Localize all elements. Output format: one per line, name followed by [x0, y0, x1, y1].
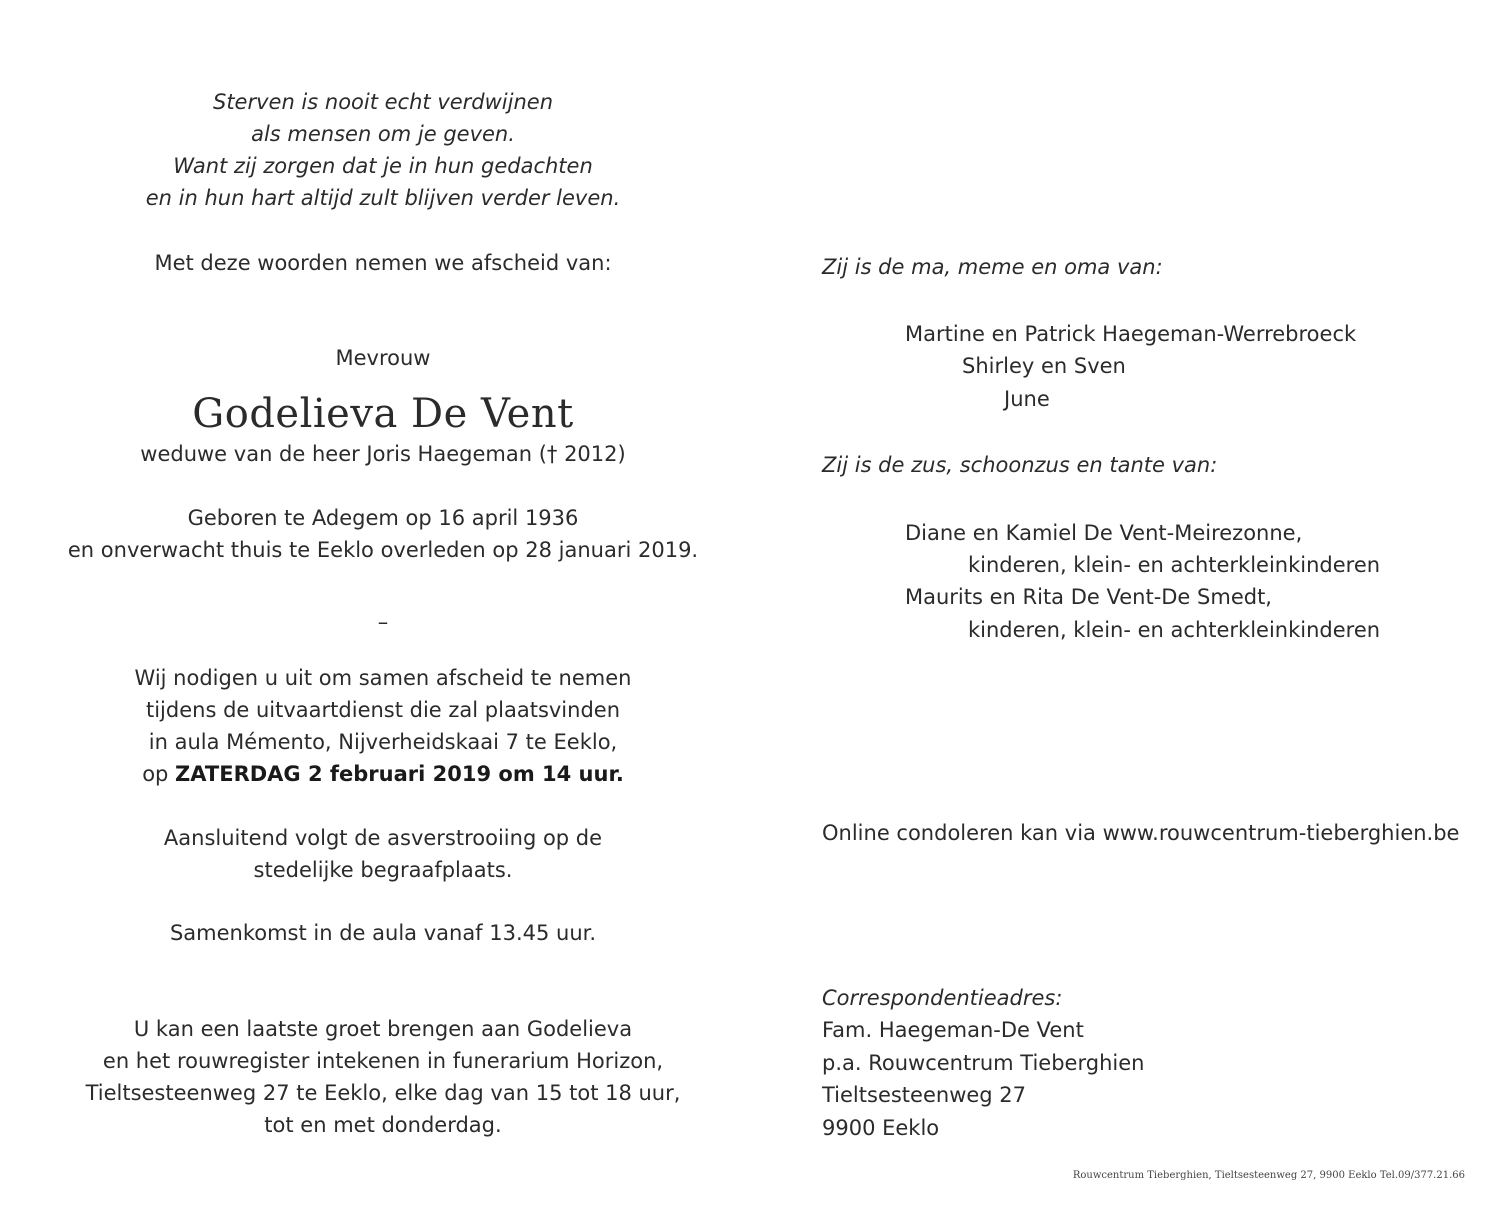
address-heading: Correspondentieadres: [822, 986, 1063, 1010]
intro-text: Met deze woorden nemen we afscheid van: [154, 251, 612, 275]
greeting-line: U kan een laatste groet brengen aan Godelieva [133, 1017, 633, 1041]
family-member: Diane en Kamiel De Vent-Meirezonne, [905, 521, 1303, 545]
greeting-line: tot en met donderdag. [264, 1113, 502, 1137]
family1-heading: Zij is de ma, meme en oma van: [822, 255, 1163, 279]
service-date: ZATERDAG 2 februari 2019 om 14 uur. [175, 762, 624, 786]
address-line: 9900 Eeklo [822, 1116, 940, 1140]
family-member: Maurits en Rita De Vent-De Smedt, [905, 585, 1272, 609]
service-prefix: op [142, 762, 176, 786]
poem-line: Want zij zorgen dat je in hun gedachten [173, 154, 593, 178]
address-line: Tieltsesteenweg 27 [822, 1083, 1027, 1107]
invite-line: tijdens de uitvaartdienst die zal plaatsvinden [145, 698, 621, 722]
invite-line: in aula Mémento, Nijverheidskaai 7 te Eeklo, [148, 730, 618, 754]
footer-imprint: Rouwcentrum Tieberghien, Tieltsesteenweg 27, 9900 Eeklo Tel.09/377.21.66 [1072, 1170, 1465, 1181]
family-member: June [1004, 387, 1050, 411]
greeting-line: Tieltsesteenweg 27 te Eeklo, elke dag van 15 tot 18 uur, [85, 1081, 681, 1105]
service-line [0, 760, 766, 788]
family-member: kinderen, klein- en achterkleinkinderen [968, 553, 1381, 577]
poem-line: Sterven is nooit echt verdwijnen [212, 90, 554, 114]
birth-text: Geboren te Adegem op 16 april 1936 [187, 506, 579, 530]
family-member: kinderen, klein- en achterkleinkinderen [968, 618, 1381, 642]
poem-line: als mensen om je geven. [251, 122, 515, 146]
address-line: p.a. Rouwcentrum Tieberghien [822, 1051, 1145, 1075]
gathering-text: Samenkomst in de aula vanaf 13.45 uur. [169, 921, 597, 945]
family2-heading: Zij is de zus, schoonzus en tante van: [822, 453, 1218, 477]
widow-text: weduwe van de heer Joris Haegeman († 2012) [140, 442, 626, 466]
scattering-line: stedelijke begraafplaats. [253, 858, 513, 882]
invite-line: Wij nodigen u uit om samen afscheid te nemen [134, 666, 632, 690]
family-member: Shirley en Sven [962, 354, 1126, 378]
separator: – [377, 610, 389, 634]
deceased-name: Godelieva De Vent [192, 391, 574, 437]
online-condolence: Online condoleren kan via www.rouwcentrum-tieberghien.be [822, 821, 1460, 845]
poem-line: en in hun hart altijd zult blijven verder leven. [145, 186, 621, 210]
death-text: en onverwacht thuis te Eeklo overleden op 28 januari 2019. [67, 538, 699, 562]
family-member: Martine en Patrick Haegeman-Werrebroeck [905, 322, 1357, 346]
greeting-line: en het rouwregister intekenen in funerarium Horizon, [102, 1049, 664, 1073]
honorific: Mevrouw [335, 346, 431, 370]
address-line: Fam. Haegeman-De Vent [822, 1018, 1084, 1042]
scattering-line: Aansluitend volgt de asverstrooiing op de [163, 826, 603, 850]
